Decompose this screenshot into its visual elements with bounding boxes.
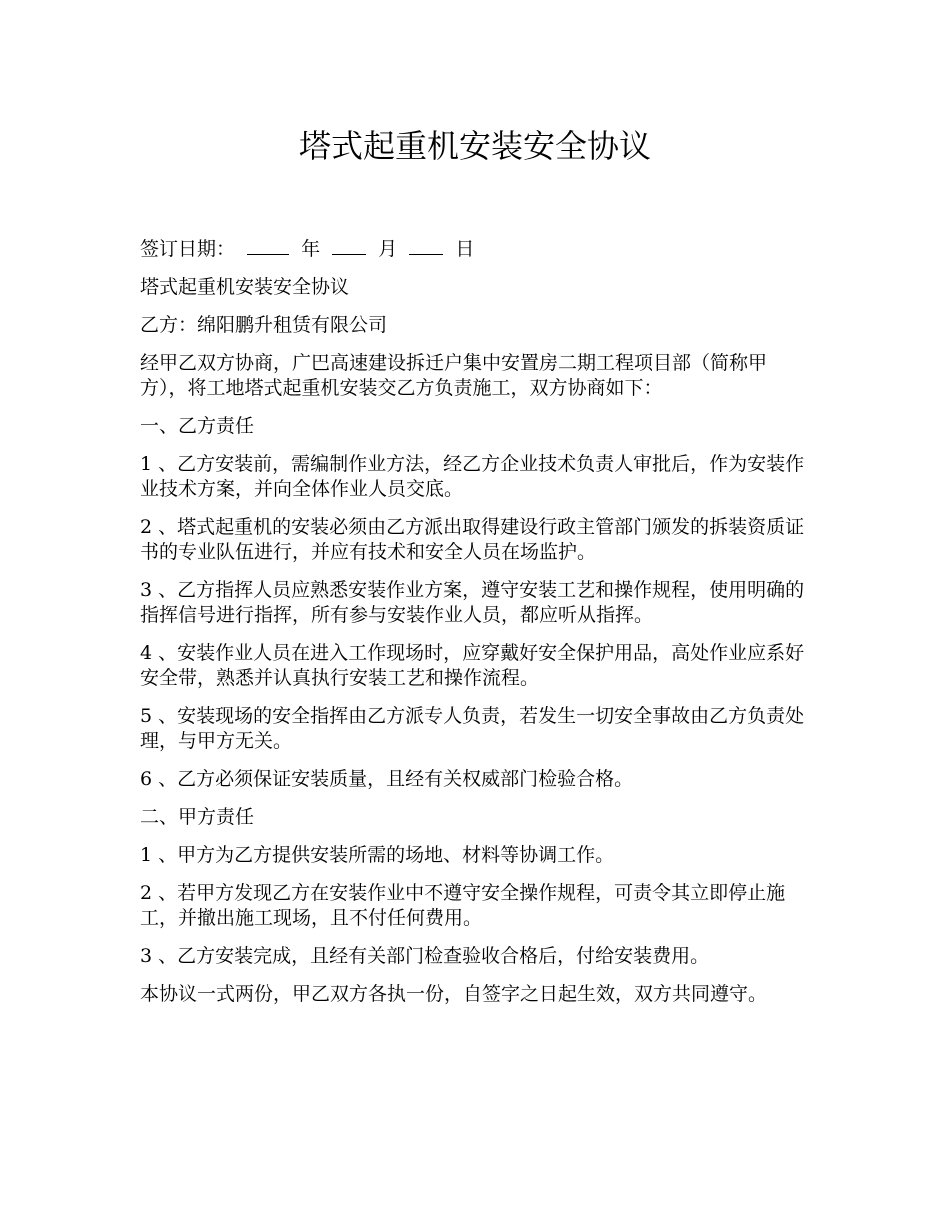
closing-paragraph: 本协议一式两份，甲乙双方各执一份，自签字之日起生效，双方共同遵守。: [140, 983, 768, 1005]
section2-item: 1 、甲方为乙方提供安装所需的场地、材料等协调工作。: [140, 844, 615, 866]
section1-item: 1 、乙方安装前，需编制作业方法，经乙方企业技术负责人审批后，作为安装作业技术方案，并向全体作业人员交底。: [140, 453, 805, 500]
document-body: [140, 236, 812, 1020]
year-label: 年: [301, 238, 321, 260]
month-label: 月: [378, 238, 398, 260]
section2-item: 2 、若甲方发现乙方在安装作业中不遵守安全操作规程，可责令其立即停止施工，并撤出施工现场，且不付任何费用。: [140, 882, 786, 929]
party-b: 乙方：绵阳鹏升租赁有限公司: [140, 314, 388, 336]
section2-item: 3 、乙方安装完成，且经有关部门检查验收合格后，付给安装费用。: [140, 945, 710, 967]
section1-item: 5 、安装现场的安全指挥由乙方派专人负责，若发生一切安全事故由乙方负责处理，与甲方无关。: [140, 705, 805, 752]
section1-item: 3 、乙方指挥人员应熟悉安装作业方案，遵守安装工艺和操作规程，使用明确的指挥信号进行指挥，所有参与安装作业人员，都应听从指挥。: [140, 579, 805, 626]
sign-date-line: [140, 236, 812, 262]
section2-title: 二、甲方责任: [140, 806, 255, 828]
section1-title: 一、乙方责任: [140, 415, 255, 437]
day-blank: [409, 236, 443, 255]
section1-item: 6 、乙方必须保证安装质量，且经有关权威部门检验合格。: [140, 768, 634, 790]
month-blank: [332, 236, 366, 255]
intro-paragraph: 经甲乙双方协商，广巴高速建设拆迁户集中安置房二期工程项目部（简称甲方），将工地塔式起重机安装交乙方负责施工，双方协商如下：: [140, 352, 768, 399]
year-blank: [247, 236, 289, 255]
section1-item: 2 、塔式起重机的安装必须由乙方派出取得建设行政主管部门颁发的拆装资质证书的专业队伍进行，并应有技术和安全人员在场监护。: [140, 516, 805, 563]
section1-item: 4 、安装作业人员在进入工作现场时，应穿戴好安全保护用品，高处作业应系好安全带，熟悉并认真执行安装工艺和操作流程。: [140, 642, 805, 689]
document-title: 塔式起重机安装安全协议: [298, 127, 651, 165]
day-label: 日: [455, 238, 475, 260]
subtitle: 塔式起重机安装安全协议: [140, 276, 350, 298]
sign-date-label: 签订日期：: [140, 238, 236, 260]
